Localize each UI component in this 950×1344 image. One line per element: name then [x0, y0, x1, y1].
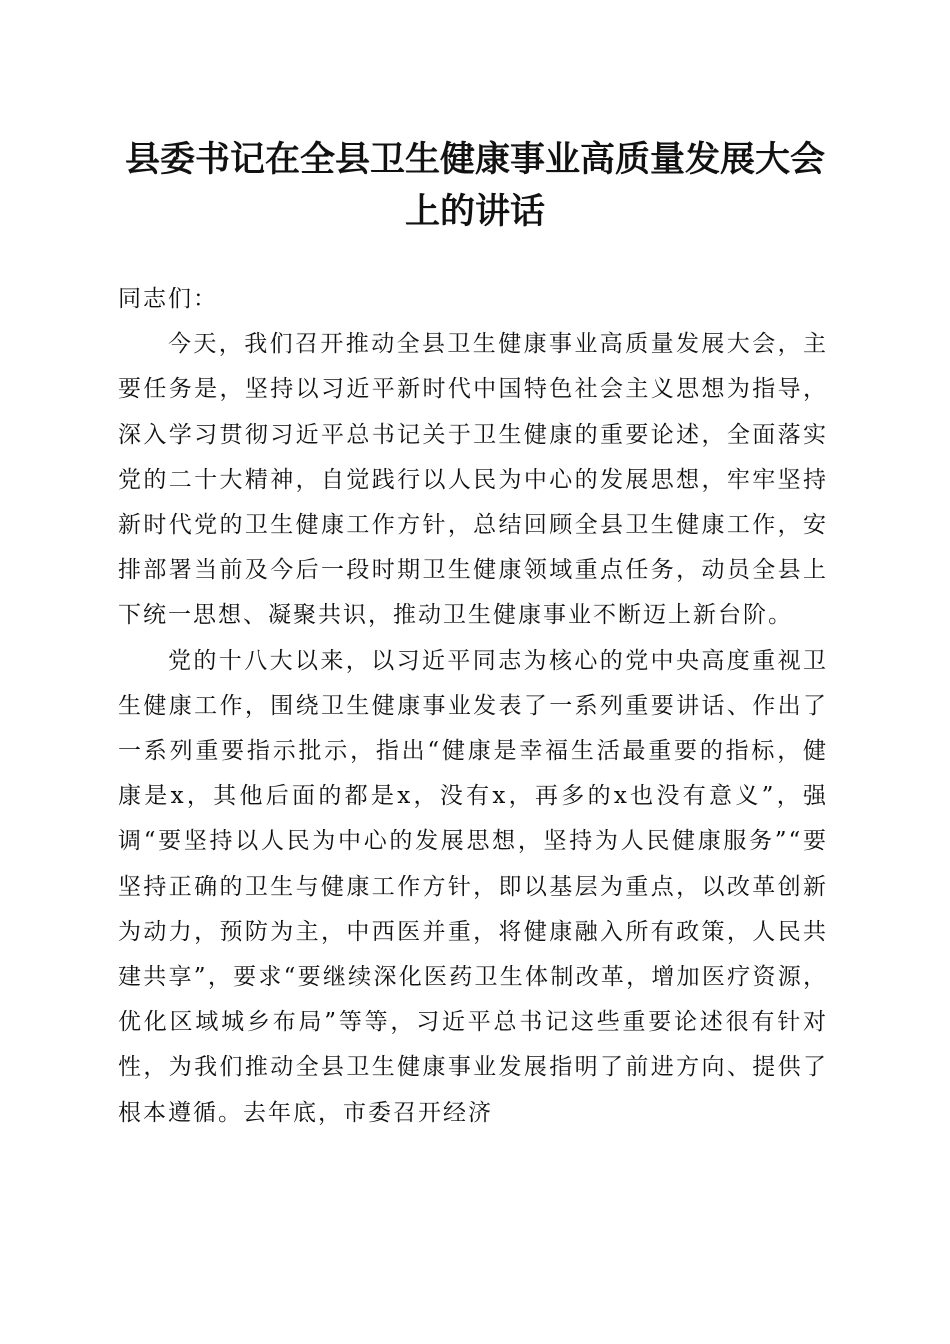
- greeting: 同志们：: [118, 286, 218, 312]
- document-body: [118, 277, 828, 1136]
- paragraph-1: 今天，我们召开推动全县卫生健康事业高质量发展大会，主要任务是，坚持以习近平新时代中国特色社会主义思想为指导，深入学习贯彻习近平总书记关于卫生健康的重要论述，全面落实党的二十大精神，自觉践行以人民为中心的发展思想，牢牢坚持新时代党的卫生健康工作方针，总结回顾全县卫生健康工作，安排部署当前及今后一段时期卫生健康领域重点任务，动员全县上下统一思想、凝聚共识，推动卫生健康事业不断迈上新台阶。: [118, 331, 828, 629]
- paragraph-2: 党的十八大以来，以习近平同志为核心的党中央高度重视卫生健康工作，围绕卫生健康事业发表了一系列重要讲话、作出了一系列重要指示批示，指出“健康是幸福生活最重要的指标，健康是x，其他后面的都是x，没有x，再多的x也没有意义”，强调“要坚持以人民为中心的发展思想，坚持为人民健康服务”“要坚持正确的卫生与健康工作方针，即以基层为重点，以改革创新为动力，预防为主，中西医并重，将健康融入所有政策，人民共建共享”，要求“要继续深化医药卫生体制改革，增加医疗资源，优化区域城乡布局”等等，习近平总书记这些重要论述很有针对性，为我们推动全县卫生健康事业发展指明了前进方向、提供了根本遵循。去年底，市委召开经济: [118, 647, 828, 1126]
- document-title: 县委书记在全县卫生健康事业高质量发展大会上的讲话: [124, 139, 825, 232]
